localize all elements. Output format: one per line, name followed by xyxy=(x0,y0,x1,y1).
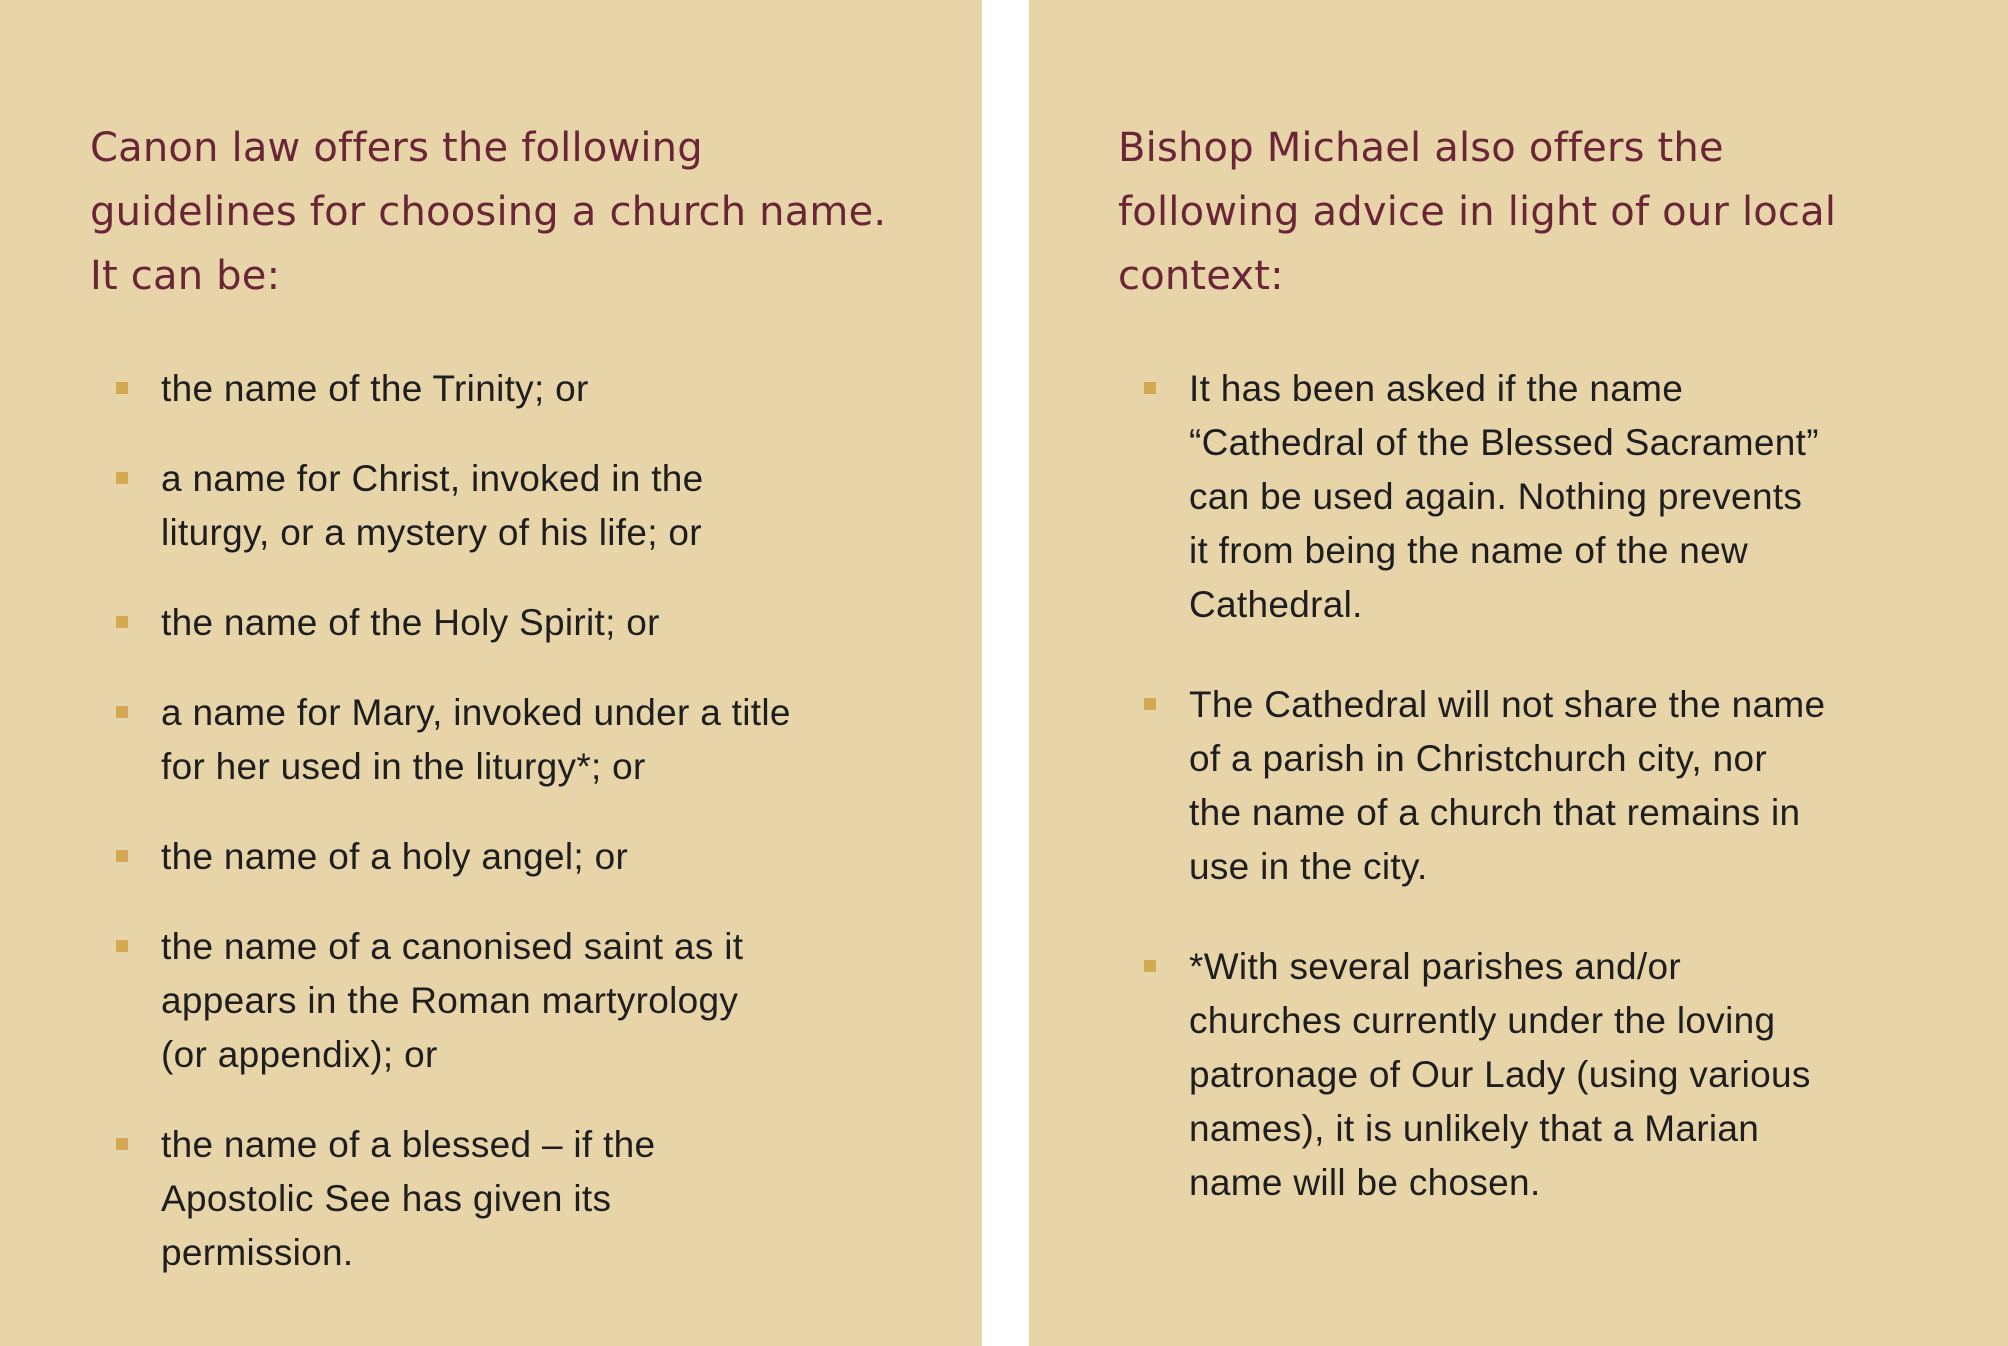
canon-law-list xyxy=(90,362,922,1280)
canon-law-heading: Canon law offers the following guidelines for choosing a church name. It can be: xyxy=(90,125,887,299)
square-bullet-icon xyxy=(116,382,128,394)
list-item: the name of a blessed – if the Apostolic See has given its permission. xyxy=(90,1118,791,1280)
list-item: the name of the Trinity; or xyxy=(90,362,791,416)
canon-law-panel xyxy=(0,0,982,1346)
list-item: a name for Mary, invoked under a title for her used in the liturgy*; or xyxy=(90,686,791,794)
list-item: the name of the Holy Spirit; or xyxy=(90,596,791,650)
square-bullet-icon xyxy=(1144,382,1156,394)
square-bullet-icon xyxy=(1144,698,1156,710)
square-bullet-icon xyxy=(116,616,128,628)
list-item: The Cathedral will not share the name of a parish in Christchurch city, nor the name of a church that remains in use in the city. xyxy=(1118,678,1829,894)
square-bullet-icon xyxy=(116,706,128,718)
bishop-advice-heading: Bishop Michael also offers the following advice in light of our local context: xyxy=(1118,125,1837,299)
bishop-advice-list xyxy=(1118,362,1948,1210)
list-item: the name of a holy angel; or xyxy=(90,830,791,884)
list-item: a name for Christ, invoked in the liturgy, or a mystery of his life; or xyxy=(90,452,791,560)
square-bullet-icon xyxy=(1144,960,1156,972)
square-bullet-icon xyxy=(116,472,128,484)
bishop-advice-panel xyxy=(1029,0,2008,1346)
list-item: It has been asked if the name “Cathedral of the Blessed Sacrament” can be used again. Nothing prevents it from being the name of the new Cathedral. xyxy=(1118,362,1829,632)
list-item: *With several parishes and/or churches currently under the loving patronage of Our Lady (using various names), it is unlikely that a Marian name will be chosen. xyxy=(1118,940,1829,1210)
square-bullet-icon xyxy=(116,1138,128,1150)
square-bullet-icon xyxy=(116,850,128,862)
square-bullet-icon xyxy=(116,940,128,952)
list-item: the name of a canonised saint as it appears in the Roman martyrology (or appendix); or xyxy=(90,920,791,1082)
